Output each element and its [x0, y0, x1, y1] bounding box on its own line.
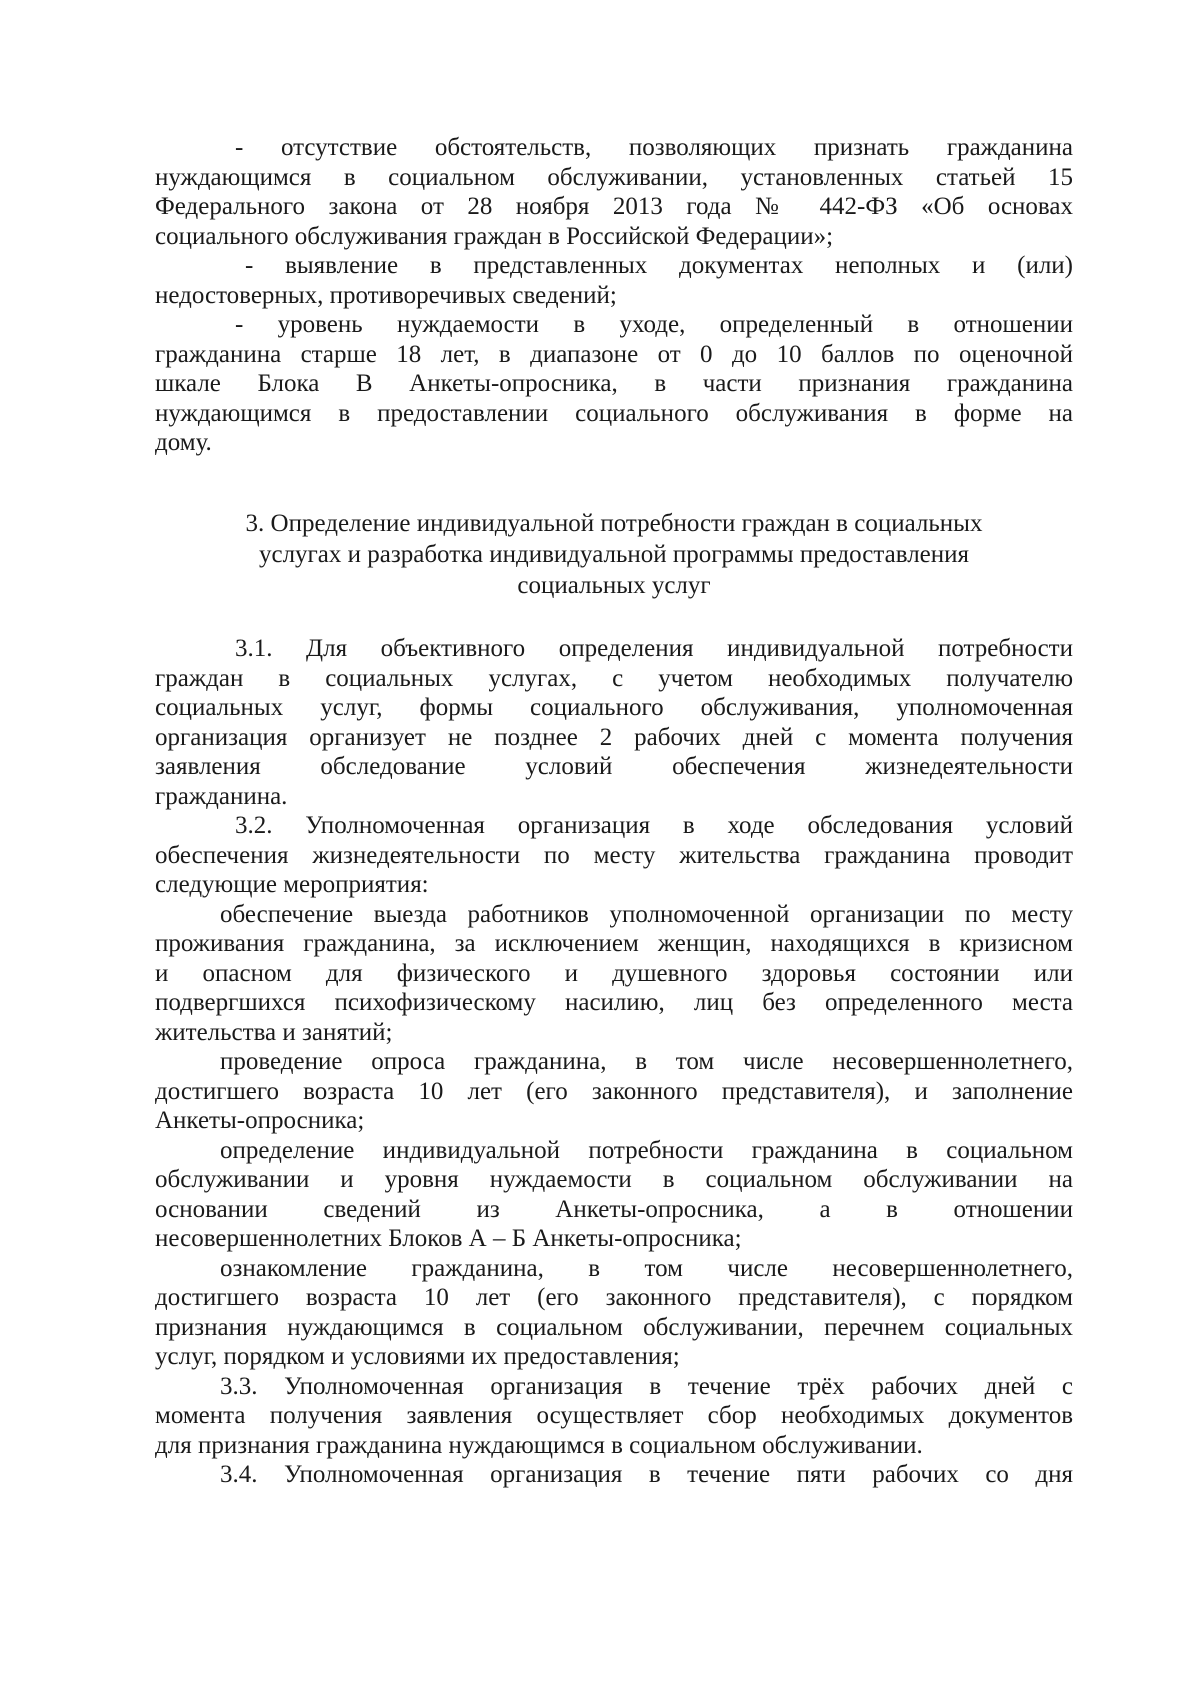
section-3-body — [155, 634, 1073, 1490]
section-3-heading-line: 3. Определение индивидуальной потребности граждан в социальных — [245, 510, 983, 537]
text-line: гражданина. — [155, 782, 288, 810]
intro-list — [155, 133, 1073, 458]
text-line: заявления обследование условий обеспечения жизнедеятельности — [155, 753, 1073, 780]
text-line: гражданина старше 18 лет, в диапазоне от 0 до 10 баллов по оценочной — [155, 340, 1073, 368]
text-line: граждан в социальных услугах, с учетом необходимых получателю — [155, 664, 1073, 692]
text-line: дому. — [155, 429, 212, 456]
text-line: и опасном для физического и душевного здоровья состоянии или — [155, 959, 1073, 987]
text-line: организация организует не позднее 2 рабочих дней с момента получения — [155, 723, 1073, 751]
text-line: основании сведений из Анкеты-опросника, а в отношении — [155, 1195, 1073, 1223]
text-line: несовершеннолетних Блоков А – Б Анкеты-опросника; — [155, 1225, 742, 1252]
text-line: Федерального закона от 28 ноября 2013 года № 442-ФЗ «Об основах — [155, 193, 1073, 220]
text-line: недостоверных, противоречивых сведений; — [155, 281, 617, 309]
section-3-heading-line: услугах и разработка индивидуальной программы предоставления — [258, 541, 970, 568]
text-line: ознакомление гражданина, в том числе несовершеннолетнего, — [220, 1254, 1073, 1282]
text-line: признания нуждающимся в социальном обслуживании, перечнем социальных — [155, 1313, 1073, 1341]
text-line: обслуживании и уровня нуждаемости в социальном обслуживании на — [155, 1166, 1073, 1193]
text-line: проведение опроса гражданина, в том числе несовершеннолетнего, — [220, 1048, 1073, 1075]
text-line: момента получения заявления осуществляет сбор необходимых документов — [155, 1402, 1073, 1429]
text-line: для признания гражданина нуждающимся в социальном обслуживании. — [155, 1431, 923, 1459]
text-line: 3.4. Уполномоченная организация в течение пяти рабочих со дня — [220, 1461, 1073, 1488]
text-line: проживания гражданина, за исключением женщин, находящихся в кризисном — [155, 930, 1073, 957]
text-line: 3.1. Для объективного определения индивидуальной потребности — [235, 635, 1073, 662]
section-3-heading-line: социальных услуг — [517, 572, 711, 599]
text-line: 3.2. Уполномоченная организация в ходе обследования условий — [235, 812, 1073, 839]
section-3-heading — [155, 508, 1073, 601]
text-line: обеспечение выезда работников уполномоченной организации по месту — [220, 900, 1073, 928]
text-line: социальных услуг, формы социального обслуживания, уполномоченная — [155, 694, 1073, 721]
text-line: шкале Блока В Анкеты-опросника, в части признания гражданина — [155, 370, 1073, 397]
text-line: - уровень нуждаемости в уходе, определенный в отношении — [235, 311, 1073, 338]
text-line: социального обслуживания граждан в Российской Федерации»; — [155, 222, 834, 250]
text-line: определение индивидуальной потребности гражданина в социальном — [220, 1136, 1073, 1164]
text-line: следующие мероприятия: — [155, 871, 429, 898]
text-line: нуждающимся в социальном обслуживании, установленных статьей 15 — [155, 163, 1073, 191]
text-line: жительства и занятий; — [155, 1018, 393, 1046]
text-line: услуг, порядком и условиями их предоставления; — [155, 1343, 680, 1370]
text-line: нуждающимся в предоставлении социального обслуживания в форме на — [155, 399, 1073, 427]
text-line: 3.3. Уполномоченная организация в течение трёх рабочих дней с — [220, 1372, 1073, 1400]
text-line: подвергшихся психофизическому насилию, лиц без определенного места — [155, 989, 1073, 1016]
text-line: достигшего возраста 10 лет (его законного представителя), с порядком — [155, 1284, 1073, 1311]
text-line: обеспечения жизнедеятельности по месту жительства гражданина проводит — [155, 841, 1073, 869]
text-line: - выявление в представленных документах неполных и (или) — [245, 252, 1073, 279]
text-line: достигшего возраста 10 лет (его законного представителя), и заполнение — [155, 1077, 1073, 1105]
text-line: - отсутствие обстоятельств, позволяющих признать гражданина — [235, 134, 1073, 161]
text-line: Анкеты-опросника; — [155, 1107, 365, 1134]
